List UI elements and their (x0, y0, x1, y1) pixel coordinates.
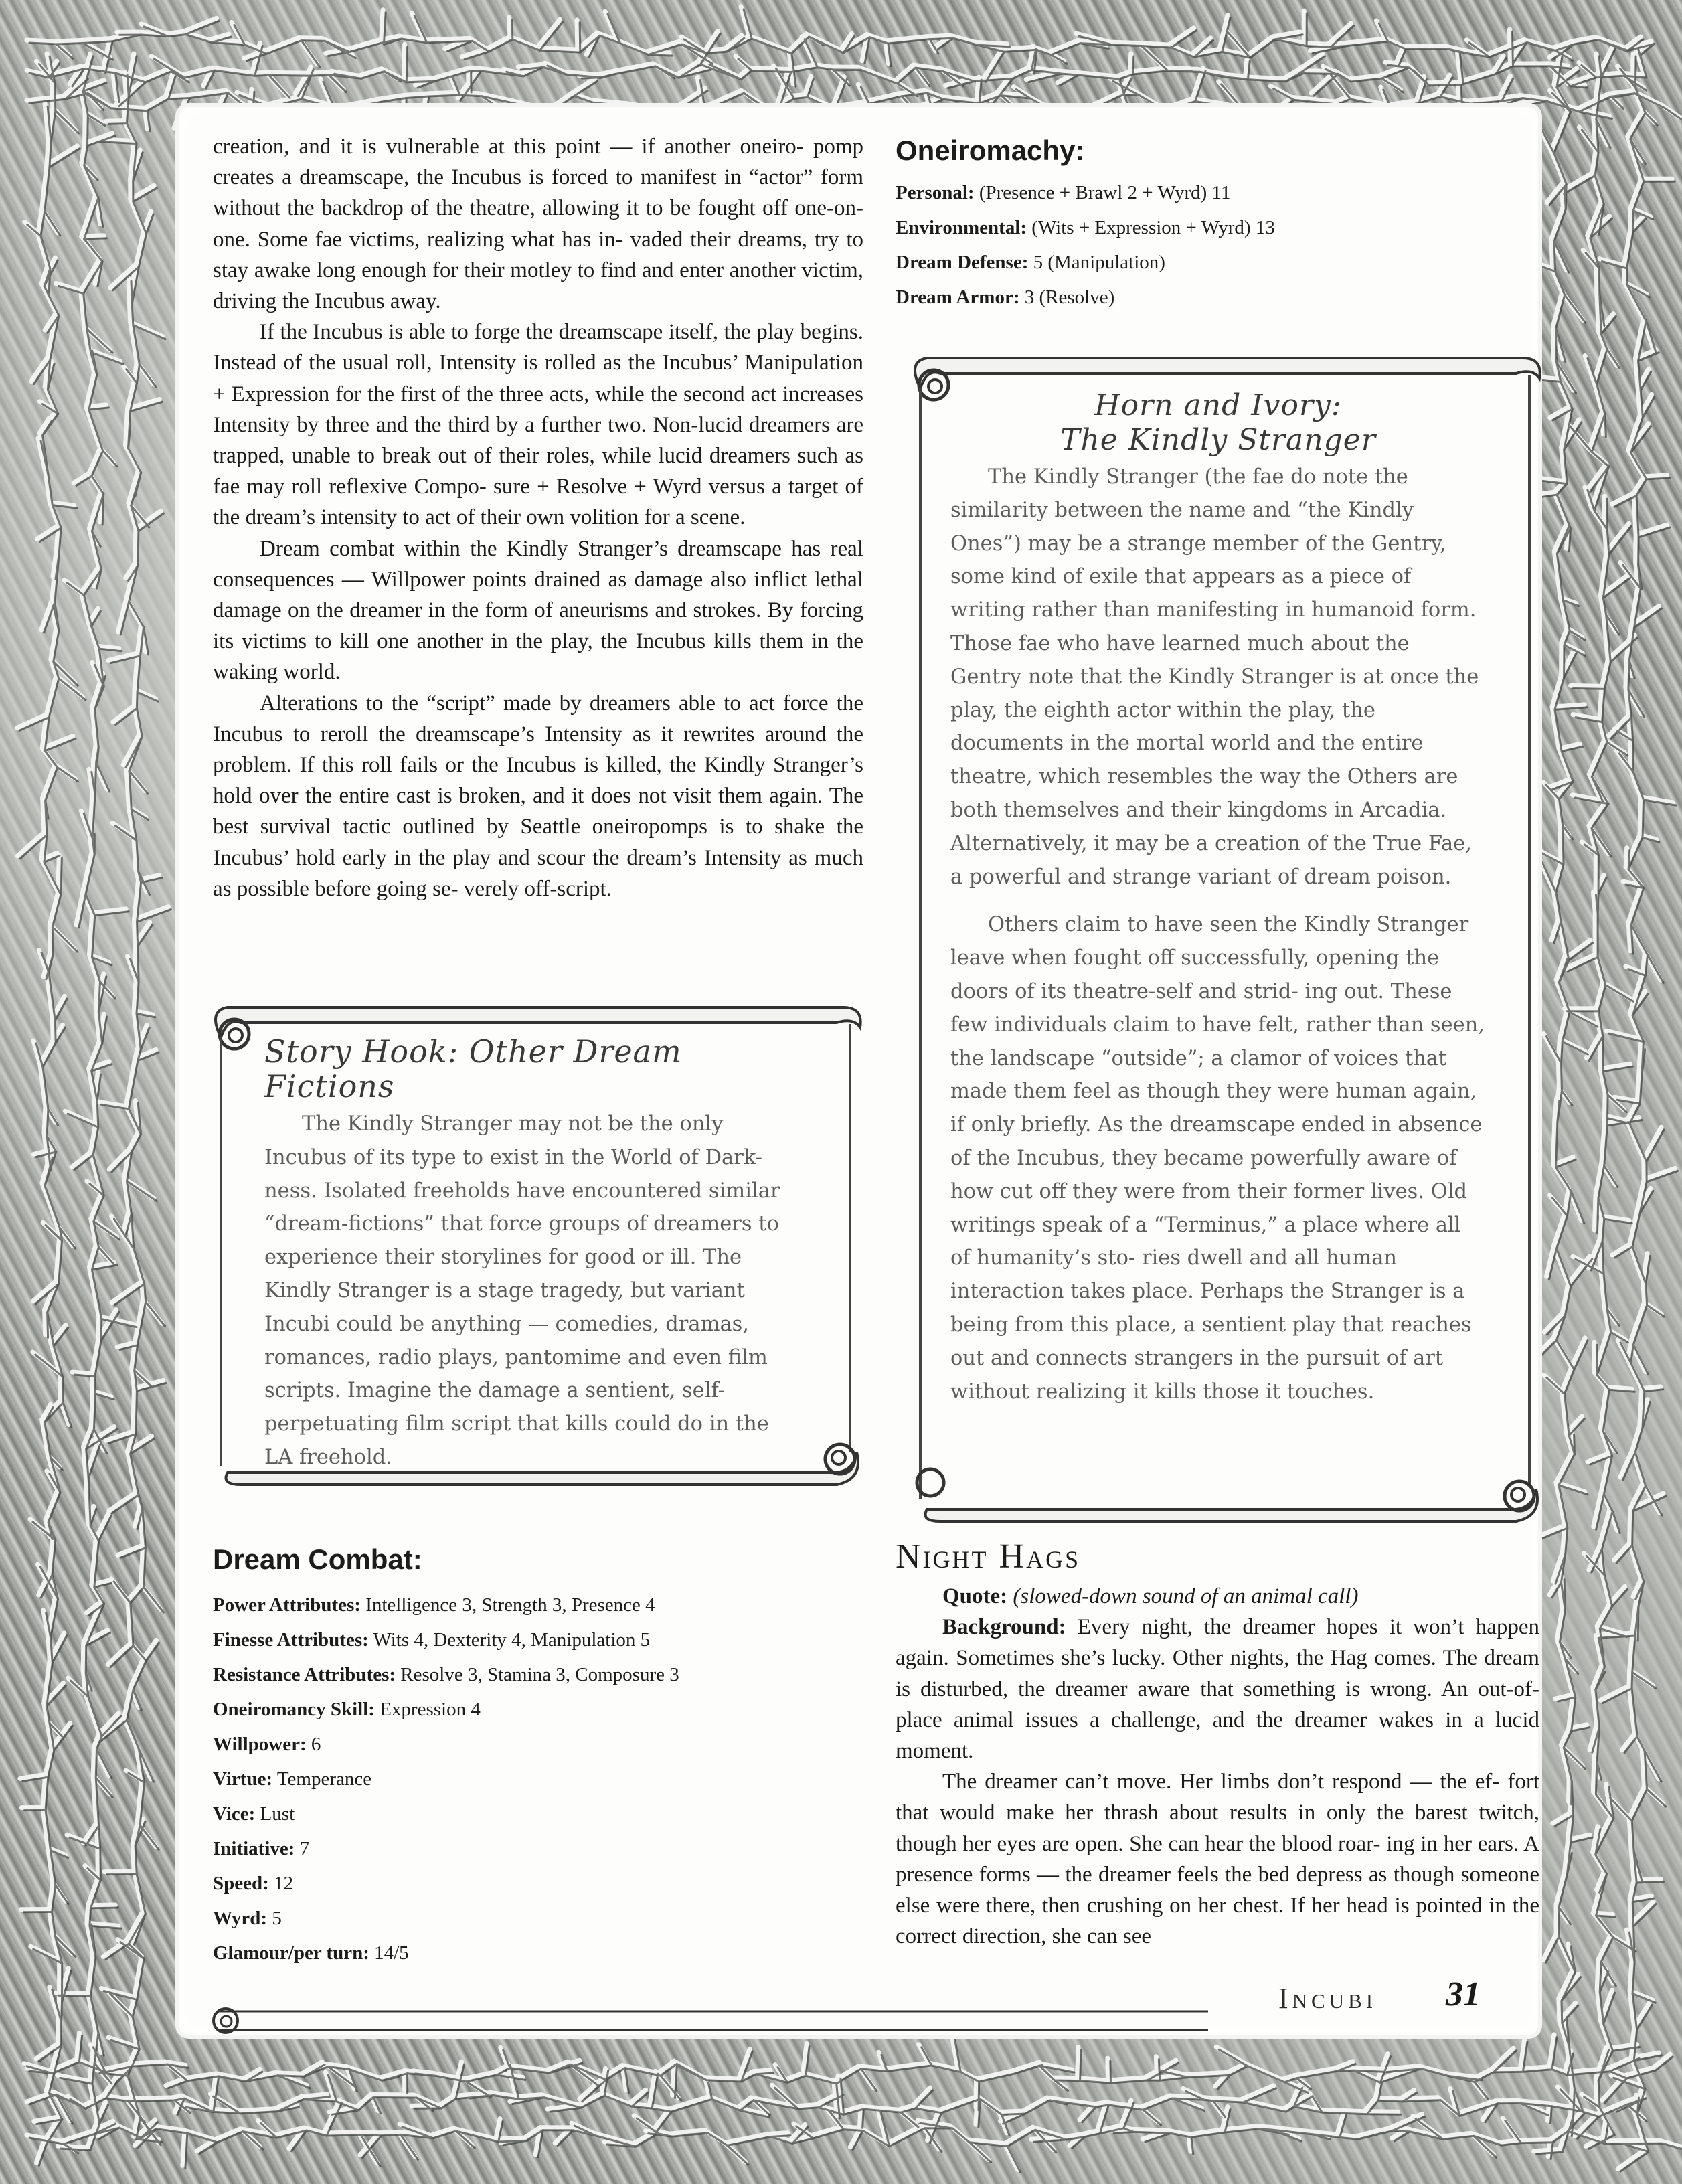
stat-row: Glamour/per turn: 14/5 (213, 1942, 409, 1964)
body-paragraph: Dream combat within the Kindly Stranger’s dreamscape has real consequences — Willpower points drained as damage also inflict lethal damage on the dreamer in the form of aneurisms and strokes. By forcing its victims to kill one another in the play, the Incubus kills them in the waking world. (213, 536, 863, 685)
main-text-column (213, 131, 863, 904)
stat-row: Oneiromancy Skill: Expression 4 (213, 1699, 481, 1720)
oneiromachy-list (896, 175, 1538, 315)
page-number: 31 (1446, 1975, 1481, 2013)
horn-ivory-paragraph: The Kindly Stranger (the fae do note the similarity between the name and “the Kindly Ones”) may be a strange member of the Gentry, some kind of exile that appears as a piece of writing rather than manifesting in humanoid form. Those fae who have learned much about the Gentry note that the Kindly Stranger is at once the play, the eighth actor within the play, the documents in the mortal world and the entire theatre, which resembles the way the Others are both themselves and their kingdoms in Arcadia. Alternatively, it may be a creation of the True Fae, a powerful and strange variant of dream poison. (950, 465, 1479, 889)
stat-row: Virtue: Temperance (213, 1768, 372, 1790)
background-paragraph: Background: Every night, the dreamer hopes it won’t happen again. Sometimes she’s lucky. Other nights, the Hag comes. The dream is disturbed, the dreamer aware that something is wrong. An out-of-place animal issues a challenge, and the dreamer wakes in a lucid moment. (896, 1615, 1539, 1764)
stat-row: Speed: 12 (213, 1873, 294, 1894)
dream-combat-list (213, 1588, 855, 1970)
body-paragraph: Alterations to the “script” made by dreamers able to act force the Incubus to reroll the dreamscape’s Intensity as it rewrites around the problem. If this roll fails or the Incubus is killed, the Kindly Stranger’s hold over the entire cast is broken, and it does not visit them again. The best survival tactic outlined by Seattle oneiropomps is to shake the Incubus’ hold early in the play and scour the dream’s Intensity as much as possible before going se- verely off-script. (213, 691, 863, 901)
oneiromachy-heading: Oneiromachy: (896, 135, 1085, 166)
stat-row: Wyrd: 5 (213, 1908, 282, 1929)
night-hags-heading: Night Hags (896, 1537, 1081, 1576)
body-paragraph: The dreamer can’t move. Her limbs don’t respond — the ef- fort that would make her thrash about results in only the barest twitch, though her eyes are open. She can hear the blood roar- ing in her ears. A presence forms — the dreamer feels the bed depress as though someone else were there, then crushing on her chest. If her head is pointed in the correct direction, she can see (896, 1770, 1539, 1949)
horn-ivory-body (950, 460, 1486, 1408)
story-hook-title: Story Hook: Other Dream Fictions (264, 1033, 682, 1104)
stat-row: Power Attributes: Intelligence 3, Strength 3, Presence 4 (213, 1594, 655, 1616)
horn-ivory-title-line2: The Kindly Stranger (1060, 423, 1376, 457)
quote-paragraph: Quote: (slowed-down sound of an animal call) (942, 1584, 1359, 1608)
horn-ivory-title-line1: Horn and Ivory: (1094, 388, 1342, 422)
body-paragraph: If the Incubus is able to forge the dreamscape itself, the play begins. Instead of the usual roll, Intensity is rolled as the Incubus’ Manipulation + Expression for the first of the three acts, while the second act increases Intensity by three and the third by a further two. Non-lucid dreamers are trapped, unable to break out of their roles, while lucid dreamers such as fae may roll reflexive Compo- sure + Resolve + Wyrd versus a target of the dream’s intensity to act of their own volition for a scene. (213, 320, 863, 530)
stat-row: Vice: Lust (213, 1803, 295, 1825)
horn-ivory-paragraph: Others claim to have seen the Kindly Stranger leave when fought off successfully, opening the doors of its theatre-self and strid- ing out. These few individuals claim to have felt, rather than seen, the landscape “outside”; a clamor of voices that made them feel as though they were human again, if only briefly. As the dreamscape ended in absence of the Incubus, they became powerfully aware of how cut off they were from their former lives. Old writings speak of a “Terminus,” a place where all of humanity’s sto- ries dwell and all human interaction takes place. Perhaps the Stranger is a being from this place, a sentient play that reaches out and connects strangers in the pursuit of art without realizing it kills those it touches. (950, 913, 1485, 1404)
dream-combat-heading: Dream Combat: (213, 1543, 422, 1575)
stat-row: Willpower: 6 (213, 1734, 321, 1755)
night-hags-column (896, 1581, 1539, 1952)
body-paragraph: creation, and it is vulnerable at this point — if another oneiro- pomp creates a dreamscape, the Incubus is forced to manifest in “actor” form without the backdrop of the theatre, allowing it to be fought off one-on-one. Some fae victims, realizing what has in- vaded their dreams, try to stay awake long enough for their motley to find and enter another victim, driving the Incubus away. (213, 135, 863, 314)
stat-row: Personal: (Presence + Brawl 2 + Wyrd) 11 (896, 182, 1231, 203)
story-hook-body (264, 1108, 800, 1475)
stat-row: Environmental: (Wits + Expression + Wyrd) 13 (896, 217, 1275, 238)
stat-row: Dream Defense: 5 (Manipulation) (896, 252, 1165, 273)
running-footer-section: Incubi (1278, 1982, 1377, 2015)
horn-ivory-sidebar (950, 388, 1486, 1408)
stat-row: Initiative: 7 (213, 1838, 310, 1859)
stat-row: Resistance Attributes: Resolve 3, Stamina 3, Composure 3 (213, 1664, 679, 1685)
stat-row: Finesse Attributes: Wits 4, Dexterity 4, Manipulation 5 (213, 1629, 651, 1651)
story-hook-sidebar (264, 1034, 800, 1475)
story-hook-text: The Kindly Stranger may not be the only Incubus of its type to exist in the World of Dark- ness. Isolated freeholds have encountered similar “dream-fictions” that force groups of dreamers to experience their storylines for good or ill. The Kindly Stranger is a stage tragedy, but variant Incubi could be anything — comedies, dramas, romances, radio plays, pantomime and even film scripts. Imagine the damage a sentient, self- perpetuating film script that kills could do in the LA freehold. (264, 1112, 780, 1469)
stat-row: Dream Armor: 3 (Resolve) (896, 286, 1115, 308)
